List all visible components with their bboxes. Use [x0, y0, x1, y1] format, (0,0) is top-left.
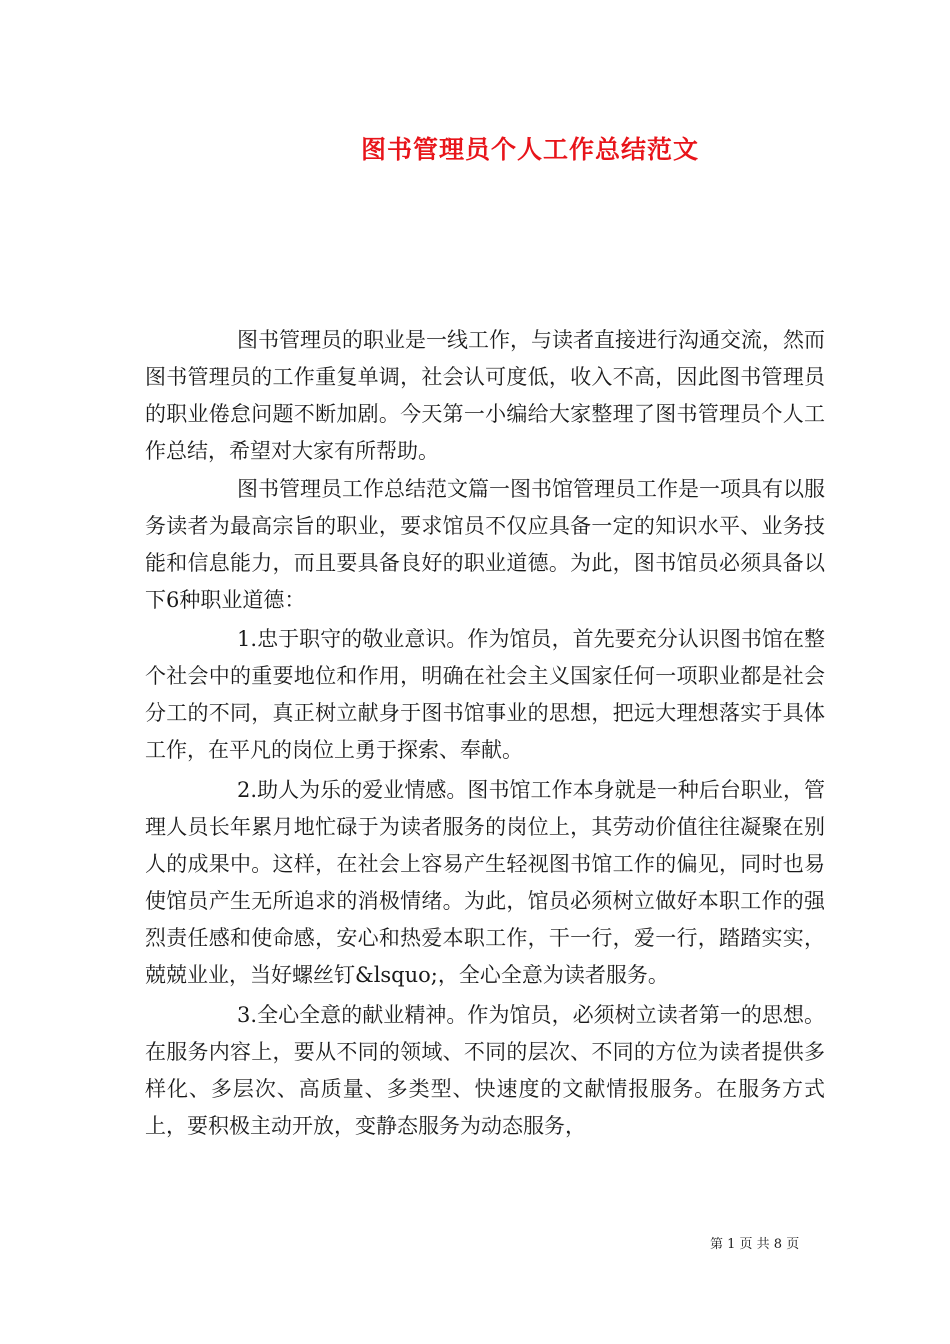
page-number: 第 1 页 共 8 页 — [710, 1237, 800, 1252]
document-title: 图书管理员个人工作总结范文 — [360, 135, 699, 164]
paragraph-summary-one: 图书管理员工作总结范文篇一图书馆管理员工作是一项具有以服务读者为最高宗旨的职业，要求馆员不仅应具备一定的知识水平、业务技能和信息能力，而且要具备良好的职业道德。为此，图书馆员必须具备以下6种职业道德： — [145, 477, 825, 612]
paragraph-point-3: 3.全心全意的献业精神。作为馆员，必须树立读者第一的思想。在服务内容上，要从不同的领域、不同的层次、不同的方位为读者提供多样化、多层次、高质量、多类型、快速度的文献情报服务。在服务方式上，要积极主动开放，变静态服务为动态服务， — [145, 1003, 825, 1138]
paragraph-point-1: 1.忠于职守的敬业意识。作为馆员，首先要充分认识图书馆在整个社会中的重要地位和作用，明确在社会主义国家任何一项职业都是社会分工的不同，真正树立献身于图书馆事业的思想，把远大理想落实于具体工作，在平凡的岗位上勇于探索、奉献。 — [145, 627, 825, 762]
document-body — [145, 322, 825, 1145]
paragraph-intro: 图书管理员的职业是一线工作，与读者直接进行沟通交流，然而图书管理员的工作重复单调，社会认可度低，收入不高，因此图书管理员的职业倦怠问题不断加剧。今天第一小编给大家整理了图书管理员个人工作总结，希望对大家有所帮助。 — [145, 328, 825, 463]
paragraph-point-2: 2.助人为乐的爱业情感。图书馆工作本身就是一种后台职业，管理人员长年累月地忙碌于为读者服务的岗位上，其劳动价值往往凝聚在别人的成果中。这样，在社会上容易产生轻视图书馆工作的偏见，同时也易使馆员产生无所追求的消极情绪。为此，馆员必须树立做好本职工作的强烈责任感和使命感，安心和热爱本职工作，干一行，爱一行，踏踏实实，兢兢业业，当好螺丝钉&lsquo;，全心全意为读者服务。 — [145, 778, 825, 987]
